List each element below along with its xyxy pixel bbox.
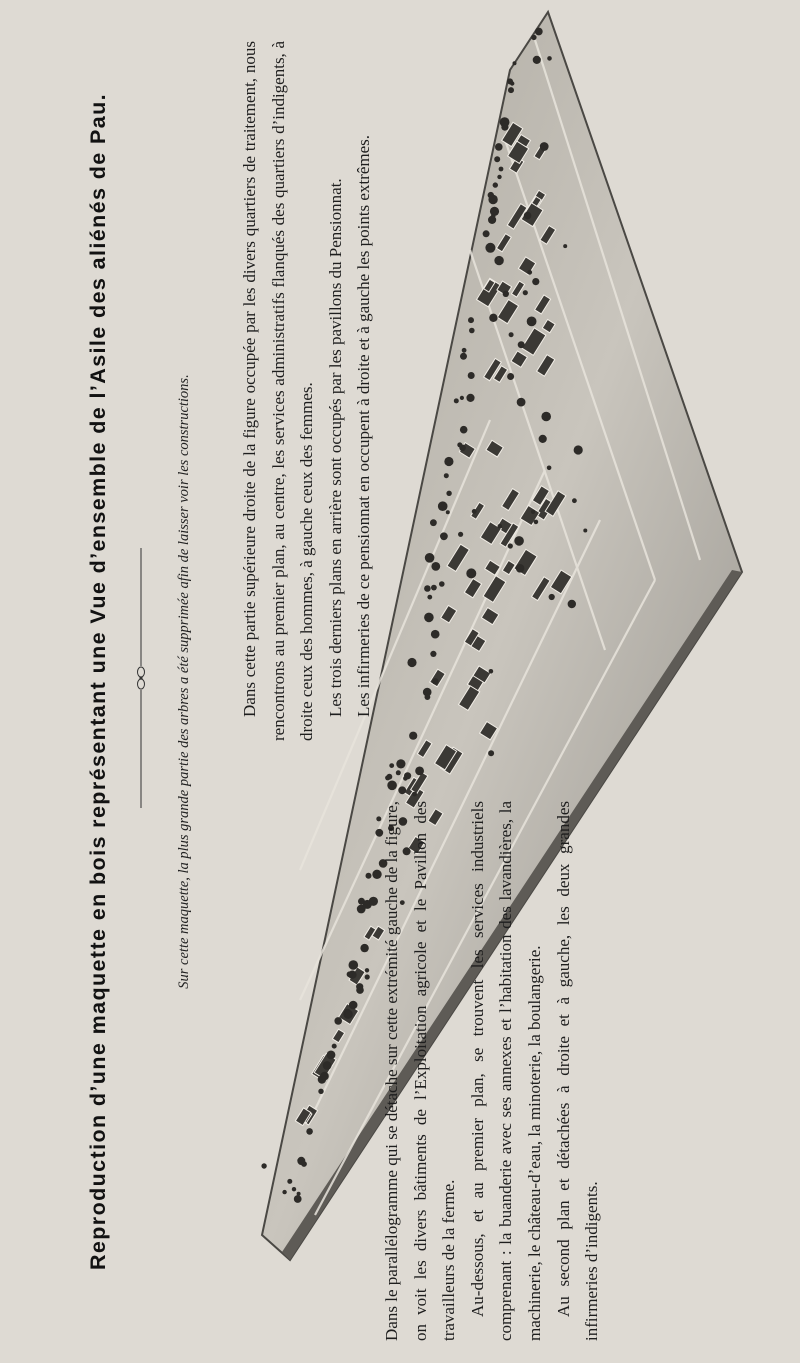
left-paragraph-2: Au-dessous, et au premier plan, se trouvent les services industriels comprenant : la buanderie avec ses annexes et l’habitation des lavandières, la machinerie, le château-d’eau, la minoterie, la boulangerie. <box>467 801 544 1341</box>
right-paragraph-1: Dans cette partie supérieure droite de la figure occupée par les divers quartiers de traitement, nous rencontrons au premier plan, au centre, les services administratifs flanqués des quartiers d’indigents, à droite ceux des hommes, à gauche ceux des femmes. <box>240 41 317 741</box>
page-title: Reproduction d’une maquette en bois représentant une Vue d’ensemble de l’Asile des aliénés de Pau. <box>86 92 110 1271</box>
right-paragraph-2: Les trois derniers plans en arrière sont occupés par les pavillons du Pensionnat. <box>325 178 345 717</box>
right-paragraph-3: Les infirmeries de ce pensionnat en occupent à droite et à gauche les points extrêmes. <box>354 134 374 717</box>
left-paragraph-3: Au second plan et détachées à droite et à gauche, les deux grandes infirmeries d’indigents. <box>553 801 602 1341</box>
image-caption: Sur cette maquette, la plus grande partie des arbres a été supprimée afin de laisser voir les constructions. <box>176 374 192 989</box>
left-paragraph-1: Dans le parallélogramme qui se détache sur cette extrémité gauche de la figure, on voit les divers bâtiments de l’Exploitation agricole et le Pavillon des travailleurs de la ferme. <box>382 801 459 1341</box>
ornament-divider <box>130 548 152 808</box>
right-description <box>236 41 379 741</box>
left-description <box>378 801 607 1341</box>
